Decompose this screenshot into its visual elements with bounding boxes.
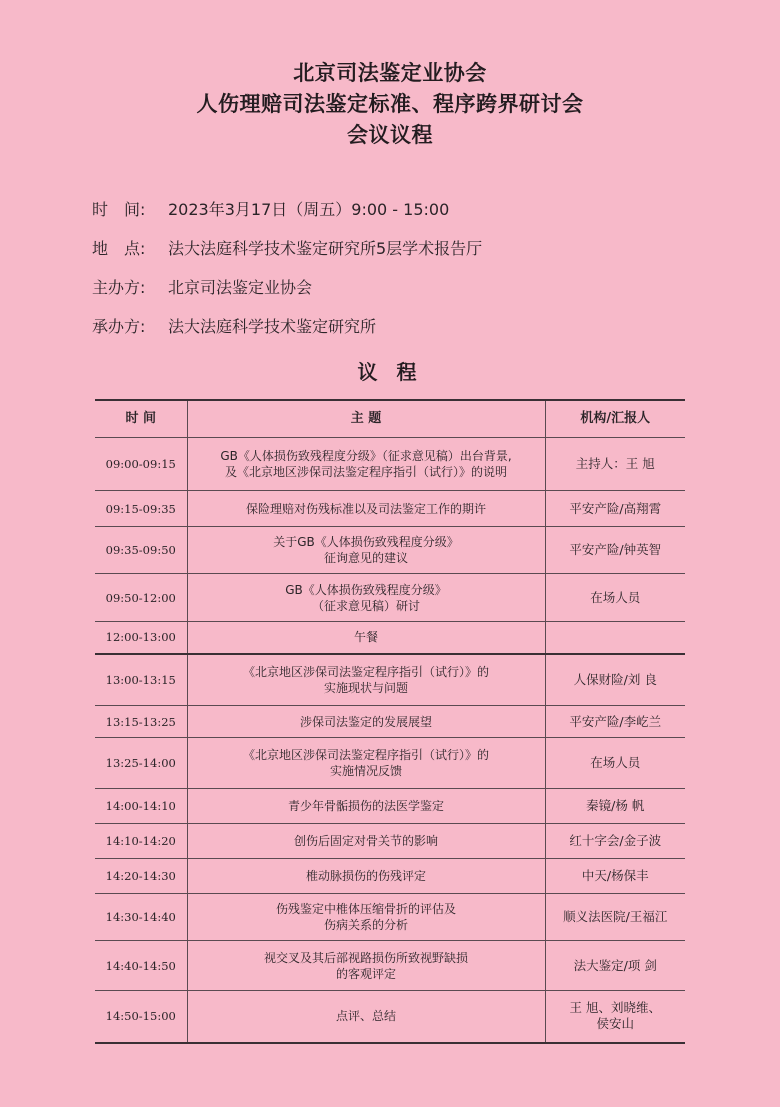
topic-cell: 关于GB《人体损伤致残程度分级》 征询意见的建议: [187, 527, 545, 574]
org-cell: 秦镜/杨 帆: [545, 789, 685, 824]
org-cell: 在场人员: [545, 738, 685, 789]
time-cell: 14:10-14:20: [95, 824, 187, 859]
table-row: [95, 527, 685, 574]
time-cell: 13:00-13:15: [95, 654, 187, 706]
org-cell: 红十字会/金子波: [545, 824, 685, 859]
org-cell: 平安产险/高翔霄: [545, 491, 685, 527]
table-row: [95, 894, 685, 941]
table-row: [95, 706, 685, 738]
org-cell: 法大鉴定/项 剑: [545, 941, 685, 991]
info-label: 时 间:: [92, 200, 146, 219]
topic-cell: 《北京地区涉保司法鉴定程序指引（试行）》的 实施现状与问题: [187, 654, 545, 706]
org-cell: 王 旭、刘晓维、 侯安山: [545, 991, 685, 1043]
topic-cell: 伤残鉴定中椎体压缩骨折的评估及 伤病关系的分析: [187, 894, 545, 941]
time-cell: 09:15-09:35: [95, 491, 187, 527]
topic-cell: 保险理赔对伤残标准以及司法鉴定工作的期许: [187, 491, 545, 527]
meeting-info: [92, 196, 712, 352]
info-location: [92, 235, 712, 274]
time-cell: 09:35-09:50: [95, 527, 187, 574]
title-seminar: 人伤理赔司法鉴定标准、程序跨界研讨会: [196, 92, 584, 116]
topic-cell: GB《人体损伤致残程度分级》（征求意见稿）出台背景, 及《北京地区涉保司法鉴定程序指引（试行）》的说明: [187, 438, 545, 491]
time-cell: 09:50-12:00: [95, 574, 187, 622]
time-cell: 14:40-14:50: [95, 941, 187, 991]
title-association: 北京司法鉴定业协会: [293, 61, 487, 85]
column-header-topic: 主 题: [187, 400, 545, 438]
agenda-heading: 议 程: [357, 360, 423, 384]
org-cell: 在场人员: [545, 574, 685, 622]
org-cell: 人保财险/刘 良: [545, 654, 685, 706]
table-row: [95, 654, 685, 706]
table-row: [95, 789, 685, 824]
agenda-header-row: [95, 400, 685, 438]
topic-cell: 午餐: [187, 622, 545, 654]
topic-cell: 视交叉及其后部视路损伤所致视野缺损 的客观评定: [187, 941, 545, 991]
table-row: [95, 574, 685, 622]
org-cell: 顺义法医院/王福江: [545, 894, 685, 941]
info-value: 2023年3月17日（周五）9:00 - 15:00: [168, 200, 450, 219]
title-agenda: 会议议程: [347, 123, 433, 147]
topic-cell: GB《人体损伤致残程度分级》 （征求意见稿）研讨: [187, 574, 545, 622]
column-header-org: 机构/汇报人: [545, 400, 685, 438]
topic-cell: 青少年骨骺损伤的法医学鉴定: [187, 789, 545, 824]
table-row: [95, 738, 685, 789]
agenda-table: [95, 399, 685, 1044]
info-value: 法大法庭科学技术鉴定研究所: [168, 317, 377, 336]
info-time: [92, 196, 712, 235]
table-row: [95, 941, 685, 991]
info-value: 北京司法鉴定业协会: [168, 278, 313, 297]
info-value: 法大法庭科学技术鉴定研究所5层学术报告厅: [168, 239, 483, 258]
document-title: [0, 58, 780, 151]
time-cell: 09:00-09:15: [95, 438, 187, 491]
table-row: [95, 824, 685, 859]
org-cell: 平安产险/李屹兰: [545, 706, 685, 738]
time-cell: 14:00-14:10: [95, 789, 187, 824]
info-label: 地 点:: [92, 239, 146, 258]
topic-cell: 点评、总结: [187, 991, 545, 1043]
table-row: [95, 622, 685, 654]
time-cell: 12:00-13:00: [95, 622, 187, 654]
org-cell: 平安产险/钟英智: [545, 527, 685, 574]
time-cell: 13:25-14:00: [95, 738, 187, 789]
time-cell: 13:15-13:25: [95, 706, 187, 738]
topic-cell: 涉保司法鉴定的发展展望: [187, 706, 545, 738]
table-row: [95, 859, 685, 894]
table-row: [95, 991, 685, 1043]
org-cell: 主持人：王 旭: [545, 438, 685, 491]
topic-cell: 创伤后固定对骨关节的影响: [187, 824, 545, 859]
time-cell: 14:30-14:40: [95, 894, 187, 941]
info-host: [92, 274, 712, 313]
time-cell: 14:20-14:30: [95, 859, 187, 894]
column-header-time: 时 间: [95, 400, 187, 438]
org-cell: [545, 622, 685, 654]
topic-cell: 椎动脉损伤的伤残评定: [187, 859, 545, 894]
info-organizer: [92, 313, 712, 352]
info-label: 承办方:: [92, 317, 146, 336]
info-label: 主办方:: [92, 278, 146, 297]
topic-cell: 《北京地区涉保司法鉴定程序指引（试行）》的 实施情况反馈: [187, 738, 545, 789]
table-row: [95, 438, 685, 491]
org-cell: 中天/杨保丰: [545, 859, 685, 894]
time-cell: 14:50-15:00: [95, 991, 187, 1043]
table-row: [95, 491, 685, 527]
